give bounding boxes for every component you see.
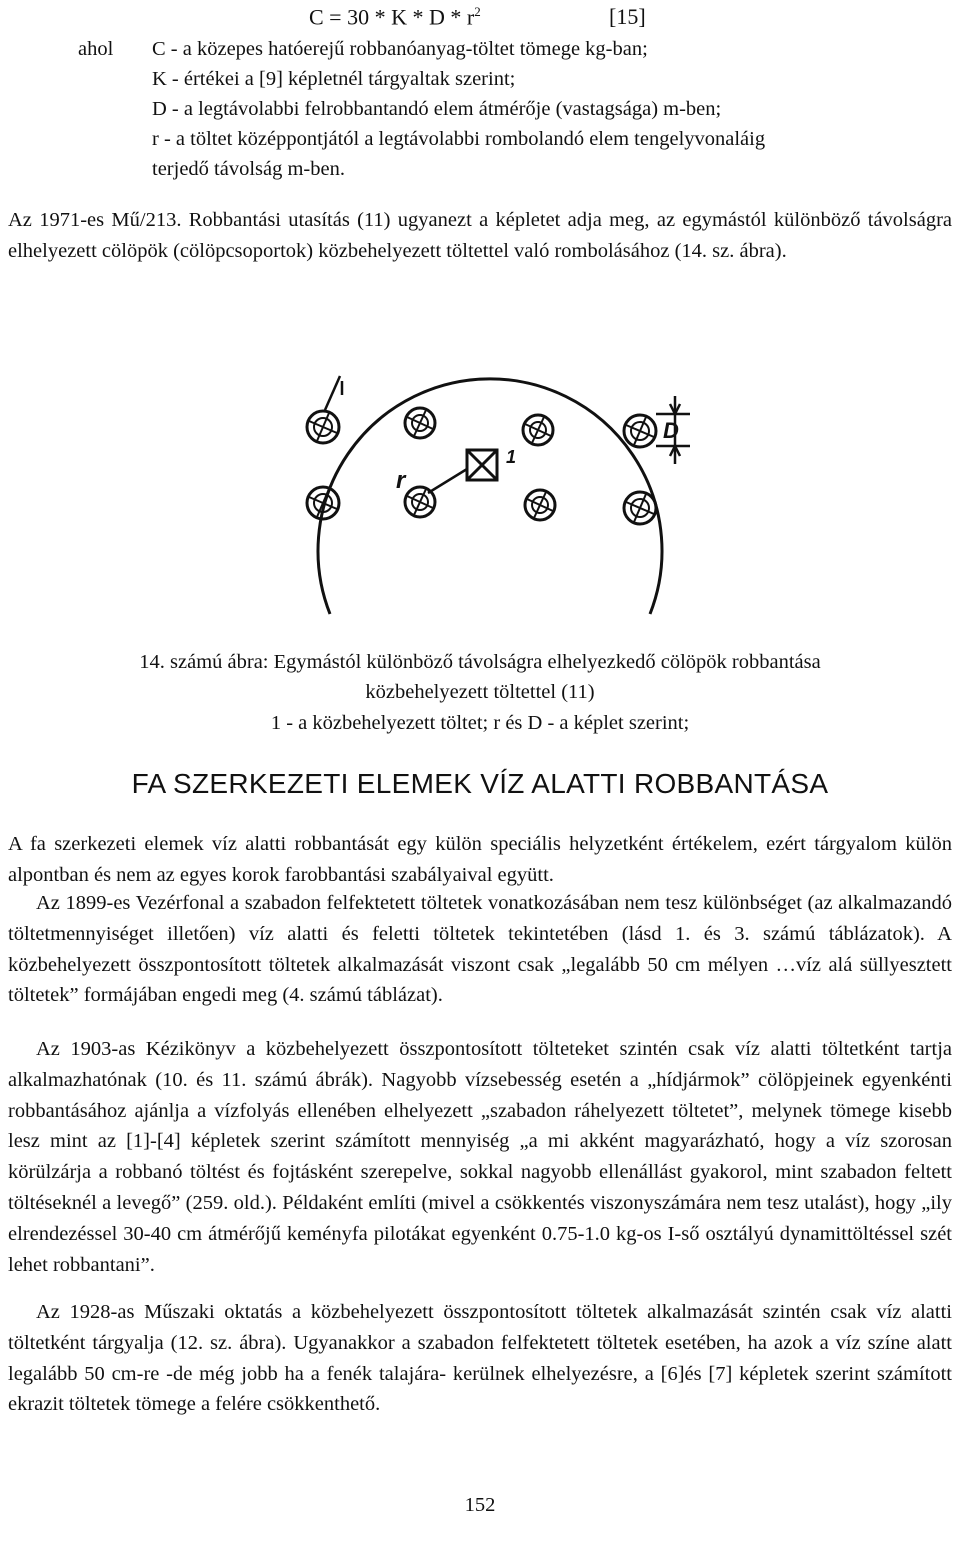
pile-top-middle [405,408,435,438]
label-one: 1 [506,447,517,467]
central-charge [467,450,497,480]
definition-item: D - a legtávolabbi felrobbantandó elem átmérője (vastagsága) m-ben; [152,98,722,120]
outer-circle [318,379,662,614]
intro-paragraph: Az 1971-es Mű/213. Robbantási utasítás (11) ugyanezt a képletet adja meg, az egymástól különböző távolságra elhelyezett cölöpök (cölöpcsoportok) közbehelyezett töltettel való rombolásához (14. sz. ábra). [8,209,952,262]
pile-bottom-right [624,492,656,524]
page-number: 152 [464,1494,496,1516]
pile-top-left [307,411,339,443]
body-paragraph: Az 1899-es Vezérfonal a szabadon felfektetett töltetek vonatkozásában nem tesz különbséget (az alkalmazandó töltetmennyiséget illetően) víz alatti és feletti töltetek tekintetében (lásd 1. és 3. számú táblázatok). A közbehelyezett összpontosított töltetek alkalmazását viszont csak „legalább 50 cm mélyen …víz alá süllyesztett töltetek” formájában engedi meg (4. számú táblázat). [8,892,952,1007]
body-paragraph: Az 1928-as Műszaki oktatás a közbehelyezett összpontosított töltetek alkalmazását szintén csak víz alatti töltetként tárgyalja (12. sz. ábra). Ugyanakkor a szabadon felfektetett töltetek esetében, ha azok a víz színe alatt legalább 50 cm-re -de még jobb ha a fenék talajára- kerülnek elhelyezésre, a [6]és [7] képletek szerint számított ekrazit töltetek tömege a felére csökkenthető. [8,1301,952,1416]
pile-top-right [624,415,656,447]
formula-reference: [15] [609,4,646,29]
figure-caption-line2: közbehelyezett töltettel (11) [365,681,595,703]
body-paragraph: Az 1903-as Kézikönyv a közbehelyezett összpontosított tölteteket szintén csak víz alatti töltetként tartja alkalmazhatónak (10. és 11. számú ábrák). Nagyobb vízsebesség esetén a „hídjármok” cölöpjeinek egyenkénti robbantásához ajánlja a vízfolyás ellenében elhelyezett „szabadon ráhelyezett töltetet”, melynek tömege kisebb lesz mint az [1]-[4] képletek szerint számított mennyiség „a mi akként magyarázható, hogy a víz szorosan körülzárja a robbanó töltést és fojtásként szerepelve, sokkal nagyobb ellenállást gyakorol, mint szabadon feltett töltéseknél a levegő” (259. old.). Példaként említi (mivel a csökkentés viszonyszámára nem tesz utalást), hogy „ily elrendezéssel 30-40 cm átmérőjű keményfa pilotákat egyenként 0.75-1.0 kg-os I-ső osztályú dynamittöltéssel szét lehet robbantani”. [8,1038,952,1276]
figure-caption-line1: 14. számú ábra: Egymástól különböző távolságra elhelyezkedő cölöpök robbantása [139,651,821,673]
pile-bottom-right-inner [525,490,555,520]
definition-item: C - a közepes hatóerejű robbanóanyag-töltet tömege kg-ban; [152,38,648,60]
pile-top-right-inner [523,415,553,445]
definitions-lead: ahol [78,38,114,60]
label-d: D [663,418,679,443]
pointer-line-top-left [325,376,340,410]
definition-item: K - értékei a [9] képletnél tárgyaltak szerint; [152,68,516,90]
label-r: r [396,467,406,494]
formula-line [0,0,960,36]
figure-caption-line3: 1 - a közbehelyezett töltet; r és D - a képlet szerint; [270,712,690,734]
definition-item: r - a töltet középpontjától a legtávolabbi rombolandó elem tengelyvonaláig [152,128,766,150]
definition-list [152,34,952,184]
body-paragraph: A fa szerkezeti elemek víz alatti robbantását egy külön speciális helyzetként értékelem, ezért tárgyalom külön alpontban és nem az egyes korok farobbantási szabályaival együtt. [8,833,952,886]
formula-exponent: 2 [474,4,481,19]
distance-r-line [428,469,467,493]
pile-arrangement-figure [290,298,690,638]
section-heading: FA SZERKEZETI ELEMEK VÍZ ALATTI ROBBANTÁSA [131,768,829,799]
definition-item: terjedő távolság m-ben. [152,158,345,180]
formula [309,4,481,30]
formula-text: C = 30 * K * D * r [309,4,475,30]
